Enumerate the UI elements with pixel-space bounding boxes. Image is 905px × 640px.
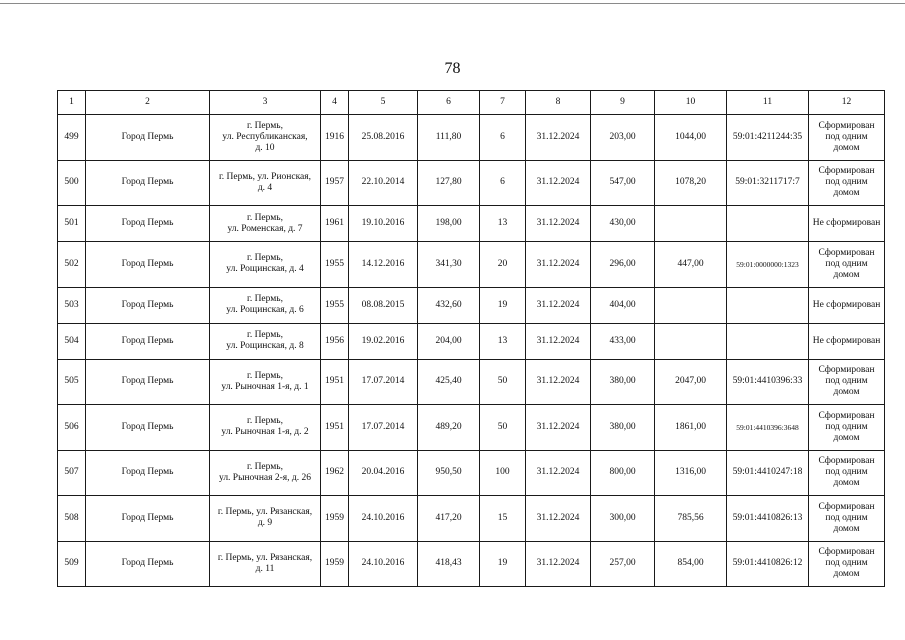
address-cell bbox=[210, 405, 321, 451]
status-cell-line: домом bbox=[833, 142, 860, 153]
value2-cell bbox=[655, 287, 727, 323]
year-cell: 1951 bbox=[321, 359, 349, 405]
count-cell: 19 bbox=[480, 541, 526, 587]
status-cell-line: домом bbox=[833, 188, 860, 199]
status-cell-line: Сформирован bbox=[818, 501, 875, 512]
municipality-cell: Город Пермь bbox=[86, 541, 210, 587]
cadastral-number-cell: 59:01:4410826:13 bbox=[727, 496, 809, 542]
status-cell-line: Не сформирован bbox=[812, 299, 881, 310]
value-cell: 296,00 bbox=[591, 242, 655, 288]
year-cell: 1957 bbox=[321, 160, 349, 206]
header-cell: 12 bbox=[809, 91, 885, 115]
area-cell: 204,00 bbox=[418, 323, 480, 359]
cadastral-number-cell: 59:01:0000000:1323 bbox=[727, 242, 809, 288]
header-cell: 7 bbox=[480, 91, 526, 115]
address-cell-line: ул. Рыночная 1-я, д. 2 bbox=[221, 427, 309, 438]
count-cell: 6 bbox=[480, 115, 526, 161]
address-cell bbox=[210, 496, 321, 542]
municipality-cell: Город Пермь bbox=[86, 206, 210, 242]
area-cell: 425,40 bbox=[418, 359, 480, 405]
status-cell-line: Сформирован bbox=[818, 365, 875, 376]
area-cell: 489,20 bbox=[418, 405, 480, 451]
header-row bbox=[58, 91, 885, 115]
deadline-cell: 31.12.2024 bbox=[526, 541, 591, 587]
status-cell-line: под одним bbox=[825, 558, 868, 569]
header-cell: 1 bbox=[58, 91, 86, 115]
address-cell-line: ул. Рыночная 2-я, д. 26 bbox=[218, 472, 312, 483]
status-cell-line: под одним bbox=[825, 177, 868, 188]
status-cell bbox=[809, 115, 885, 161]
address-cell-line: г. Пермь, bbox=[247, 330, 283, 340]
address-cell-line: г. Пермь, ул. Рязанская, bbox=[217, 507, 313, 518]
count-cell: 100 bbox=[480, 450, 526, 496]
status-cell-line: Сформирован bbox=[818, 247, 875, 258]
status-cell-line: домом bbox=[833, 478, 860, 489]
municipality-cell: Город Пермь bbox=[86, 450, 210, 496]
address-cell-line: г. Пермь, ул. Рязанская, bbox=[217, 552, 313, 563]
header-cell: 8 bbox=[526, 91, 591, 115]
year-cell: 1959 bbox=[321, 496, 349, 542]
year-cell: 1951 bbox=[321, 405, 349, 451]
header-cell: 6 bbox=[418, 91, 480, 115]
address-cell-line: г. Пермь, bbox=[247, 416, 283, 427]
row-number-cell: 505 bbox=[58, 359, 86, 405]
status-cell bbox=[809, 323, 885, 359]
address-cell-line: г. Пермь, bbox=[247, 253, 283, 264]
cadastral-number-cell: 59:01:4410396:33 bbox=[727, 359, 809, 405]
row-number-cell: 502 bbox=[58, 242, 86, 288]
header-cell: 4 bbox=[321, 91, 349, 115]
deadline-cell: 31.12.2024 bbox=[526, 405, 591, 451]
value-cell: 800,00 bbox=[591, 450, 655, 496]
deadline-cell: 31.12.2024 bbox=[526, 115, 591, 161]
status-cell bbox=[809, 287, 885, 323]
value-cell: 430,00 bbox=[591, 206, 655, 242]
area-cell: 198,00 bbox=[418, 206, 480, 242]
status-cell-line: под одним bbox=[825, 131, 868, 142]
scan-edge-line bbox=[0, 3, 905, 4]
count-cell: 20 bbox=[480, 242, 526, 288]
status-cell-line: Сформирован bbox=[818, 410, 875, 421]
address-cell-line: д. 4 bbox=[257, 182, 273, 193]
date-cell: 19.10.2016 bbox=[349, 206, 418, 242]
area-cell: 341,30 bbox=[418, 242, 480, 288]
value-cell: 257,00 bbox=[591, 541, 655, 587]
table-row bbox=[58, 450, 885, 496]
address-cell bbox=[210, 359, 321, 405]
table-row bbox=[58, 496, 885, 542]
cadastral-number-cell: 59:01:4410396:3648 bbox=[727, 405, 809, 451]
address-cell-line: г. Пермь, bbox=[247, 461, 283, 472]
date-cell: 17.07.2014 bbox=[349, 405, 418, 451]
year-cell: 1956 bbox=[321, 323, 349, 359]
municipality-cell: Город Пермь bbox=[86, 323, 210, 359]
deadline-cell: 31.12.2024 bbox=[526, 206, 591, 242]
row-number-cell: 503 bbox=[58, 287, 86, 323]
cadastral-number-cell: 59:01:4211244:35 bbox=[727, 115, 809, 161]
status-cell bbox=[809, 242, 885, 288]
address-cell-line: г. Пермь, bbox=[247, 294, 283, 304]
address-cell-line: г. Пермь, bbox=[247, 370, 283, 381]
value2-cell: 785,56 bbox=[655, 496, 727, 542]
status-cell-line: Не сформирован bbox=[812, 218, 881, 228]
header-cell: 10 bbox=[655, 91, 727, 115]
data-table bbox=[57, 90, 885, 587]
header-cell: 9 bbox=[591, 91, 655, 115]
status-cell-line: под одним bbox=[825, 421, 868, 432]
status-cell-line: под одним bbox=[825, 258, 868, 269]
row-number-cell: 501 bbox=[58, 206, 86, 242]
address-cell-line: д. 11 bbox=[255, 563, 275, 574]
status-cell bbox=[809, 405, 885, 451]
deadline-cell: 31.12.2024 bbox=[526, 450, 591, 496]
page-number: 78 bbox=[444, 60, 461, 77]
header-cell: 3 bbox=[210, 91, 321, 115]
table-row bbox=[58, 115, 885, 161]
value2-cell: 1861,00 bbox=[655, 405, 727, 451]
date-cell: 14.12.2016 bbox=[349, 242, 418, 288]
table-row bbox=[58, 287, 885, 323]
status-cell bbox=[809, 359, 885, 405]
table-body bbox=[58, 91, 885, 587]
address-cell bbox=[210, 541, 321, 587]
status-cell-line: домом bbox=[833, 432, 860, 443]
header-cell: 11 bbox=[727, 91, 809, 115]
value2-cell bbox=[655, 323, 727, 359]
header-cell: 2 bbox=[86, 91, 210, 115]
address-cell bbox=[210, 450, 321, 496]
address-cell-line: ул. Роменская, д. 7 bbox=[227, 223, 303, 234]
status-cell bbox=[809, 541, 885, 587]
table-row bbox=[58, 541, 885, 587]
deadline-cell: 31.12.2024 bbox=[526, 359, 591, 405]
date-cell: 08.08.2015 bbox=[349, 287, 418, 323]
date-cell: 17.07.2014 bbox=[349, 359, 418, 405]
status-cell-line: Сформирован bbox=[818, 547, 875, 558]
address-cell-line: д. 9 bbox=[257, 518, 273, 529]
year-cell: 1962 bbox=[321, 450, 349, 496]
cadastral-number-cell: 59:01:4410826:12 bbox=[727, 541, 809, 587]
cadastral-number-cell: 59:01:4410247:18 bbox=[727, 450, 809, 496]
value-cell: 433,00 bbox=[591, 323, 655, 359]
municipality-cell: Город Пермь bbox=[86, 359, 210, 405]
year-cell: 1959 bbox=[321, 541, 349, 587]
count-cell: 50 bbox=[480, 359, 526, 405]
row-number-cell: 499 bbox=[58, 115, 86, 161]
year-cell: 1961 bbox=[321, 206, 349, 242]
row-number-cell: 508 bbox=[58, 496, 86, 542]
area-cell: 417,20 bbox=[418, 496, 480, 542]
value2-cell: 447,00 bbox=[655, 242, 727, 288]
status-cell bbox=[809, 206, 885, 242]
municipality-cell: Город Пермь bbox=[86, 242, 210, 288]
deadline-cell: 31.12.2024 bbox=[526, 323, 591, 359]
count-cell: 15 bbox=[480, 496, 526, 542]
area-cell: 111,80 bbox=[418, 115, 480, 161]
value2-cell: 1078,20 bbox=[655, 160, 727, 206]
address-cell-line: ул. Рощинская, д. 8 bbox=[226, 341, 304, 351]
date-cell: 24.10.2016 bbox=[349, 541, 418, 587]
row-number-cell: 507 bbox=[58, 450, 86, 496]
address-cell bbox=[210, 115, 321, 161]
count-cell: 6 bbox=[480, 160, 526, 206]
table-row bbox=[58, 323, 885, 359]
address-cell-line: г. Пермь, bbox=[247, 120, 283, 131]
date-cell: 22.10.2014 bbox=[349, 160, 418, 206]
value2-cell: 854,00 bbox=[655, 541, 727, 587]
status-cell-line: домом bbox=[833, 523, 860, 534]
address-cell bbox=[210, 287, 321, 323]
status-cell-line: Не сформирован bbox=[812, 335, 881, 346]
status-cell-line: Сформирован bbox=[818, 166, 875, 177]
address-cell bbox=[210, 206, 321, 242]
status-cell-line: под одним bbox=[825, 512, 868, 523]
value-cell: 380,00 bbox=[591, 405, 655, 451]
header-cell: 5 bbox=[349, 91, 418, 115]
municipality-cell: Город Пермь bbox=[86, 160, 210, 206]
table-row bbox=[58, 405, 885, 451]
count-cell: 13 bbox=[480, 323, 526, 359]
address-cell-line: г. Пермь, bbox=[247, 212, 283, 223]
count-cell: 50 bbox=[480, 405, 526, 451]
address-cell bbox=[210, 323, 321, 359]
date-cell: 24.10.2016 bbox=[349, 496, 418, 542]
status-cell-line: Сформирован bbox=[818, 120, 875, 131]
status-cell bbox=[809, 160, 885, 206]
count-cell: 13 bbox=[480, 206, 526, 242]
municipality-cell: Город Пермь bbox=[86, 496, 210, 542]
date-cell: 19.02.2016 bbox=[349, 323, 418, 359]
municipality-cell: Город Пермь bbox=[86, 287, 210, 323]
status-cell-line: домом bbox=[833, 387, 860, 398]
cadastral-number-cell bbox=[727, 206, 809, 242]
address-cell-line: д. 10 bbox=[255, 142, 275, 153]
value-cell: 547,00 bbox=[591, 160, 655, 206]
cadastral-number-cell bbox=[727, 323, 809, 359]
deadline-cell: 31.12.2024 bbox=[526, 242, 591, 288]
date-cell: 25.08.2016 bbox=[349, 115, 418, 161]
area-cell: 950,50 bbox=[418, 450, 480, 496]
status-cell-line: домом bbox=[833, 569, 860, 580]
value2-cell: 1316,00 bbox=[655, 450, 727, 496]
status-cell-line: под одним bbox=[825, 467, 868, 478]
status-cell bbox=[809, 496, 885, 542]
area-cell: 432,60 bbox=[418, 287, 480, 323]
value-cell: 300,00 bbox=[591, 496, 655, 542]
table-row bbox=[58, 160, 885, 206]
year-cell: 1955 bbox=[321, 287, 349, 323]
address-cell-line: ул. Рыночная 1-я, д. 1 bbox=[221, 381, 309, 392]
status-cell bbox=[809, 450, 885, 496]
value2-cell bbox=[655, 206, 727, 242]
row-number-cell: 506 bbox=[58, 405, 86, 451]
cadastral-number-cell bbox=[727, 287, 809, 323]
status-cell-line: под одним bbox=[825, 376, 868, 387]
table-row bbox=[58, 242, 885, 288]
value-cell: 203,00 bbox=[591, 115, 655, 161]
area-cell: 418,43 bbox=[418, 541, 480, 587]
value-cell: 380,00 bbox=[591, 359, 655, 405]
area-cell: 127,80 bbox=[418, 160, 480, 206]
address-cell bbox=[210, 160, 321, 206]
cadastral-number-cell: 59:01:3211717:7 bbox=[727, 160, 809, 206]
status-cell-line: домом bbox=[833, 269, 860, 280]
deadline-cell: 31.12.2024 bbox=[526, 496, 591, 542]
year-cell: 1916 bbox=[321, 115, 349, 161]
municipality-cell: Город Пермь bbox=[86, 115, 210, 161]
row-number-cell: 500 bbox=[58, 160, 86, 206]
value-cell: 404,00 bbox=[591, 287, 655, 323]
address-cell-line: ул. Рощинская, д. 4 bbox=[226, 264, 304, 275]
address-cell-line: г. Пермь, ул. Рионская, bbox=[218, 171, 312, 182]
count-cell: 19 bbox=[480, 287, 526, 323]
row-number-cell: 509 bbox=[58, 541, 86, 587]
address-cell bbox=[210, 242, 321, 288]
value2-cell: 1044,00 bbox=[655, 115, 727, 161]
municipality-cell: Город Пермь bbox=[86, 405, 210, 451]
status-cell-line: Сформирован bbox=[818, 456, 875, 467]
table-row bbox=[58, 206, 885, 242]
address-cell-line: ул. Республиканская, bbox=[222, 131, 308, 142]
deadline-cell: 31.12.2024 bbox=[526, 287, 591, 323]
year-cell: 1955 bbox=[321, 242, 349, 288]
row-number-cell: 504 bbox=[58, 323, 86, 359]
date-cell: 20.04.2016 bbox=[349, 450, 418, 496]
value2-cell: 2047,00 bbox=[655, 359, 727, 405]
address-cell-line: ул. Рощинская, д. 6 bbox=[226, 305, 304, 315]
table-row bbox=[58, 359, 885, 405]
deadline-cell: 31.12.2024 bbox=[526, 160, 591, 206]
